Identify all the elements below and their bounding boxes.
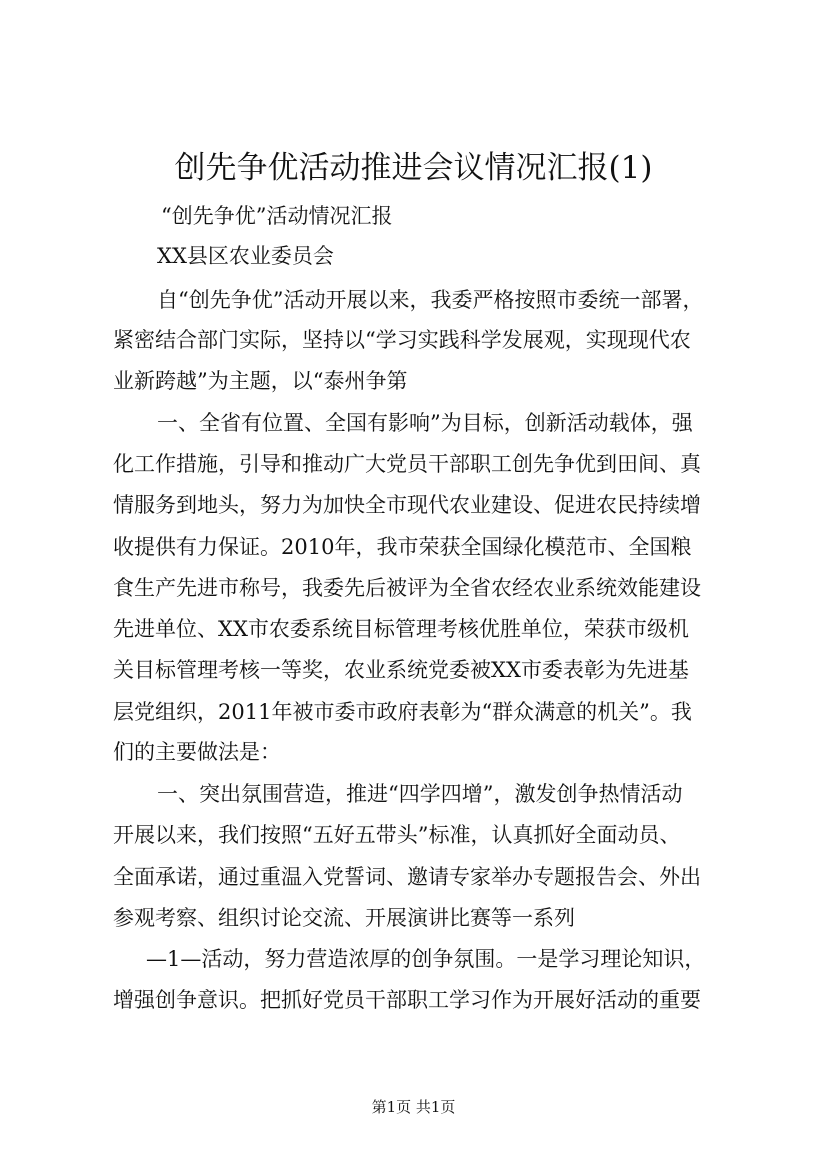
text-line: 一、全省有位置、全国有影响”为目标，创新活动载体，强 [157, 411, 693, 435]
text-line: 自“创先争优”活动开展以来，我委严格按照市委统一部署， [157, 288, 704, 312]
text-line: 增强创争意识。把抓好党员干部职工学习作为开展好活动的重要 [113, 988, 701, 1012]
text-line: 层党组织，2011年被市委市政府表彰为“群众满意的机关”。我 [113, 700, 692, 724]
text-line: 开展以来，我们按照“五好五带头”标准，认真抓好全面动员、 [113, 823, 681, 847]
text-line: 紧密结合部门实际，坚持以“学习实践科学发展观，实现现代农 [113, 328, 691, 352]
text-line: 们的主要做法是： [113, 740, 281, 764]
text-line: 关目标管理考核一等奖，农业系统党委被XX市委表彰为先进基 [113, 658, 689, 682]
page-footer: 第1页 共1页 [371, 1098, 456, 1116]
text-line: “创先争优”活动情况汇报 [161, 204, 393, 228]
text-line: —1—活动，努力营造浓厚的创争氛围。一是学习理论知识， [146, 947, 706, 971]
text-line: XX县区农业委员会 [157, 244, 334, 268]
text-line: 业新跨越”为主题，以“泰州争第 [113, 369, 408, 393]
text-line: 一、突出氛围营造，推进“四学四增”，激发创争热情活动 [157, 782, 683, 806]
text-line: 食生产先进市称号，我委先后被评为全省农经农业系统效能建设 [113, 576, 701, 600]
text-line: 先进单位、XX市农委系统目标管理考核优胜单位，荣获市级机 [113, 617, 689, 641]
text-line: 情服务到地头，努力为加快全市现代农业建设、促进农民持续增 [113, 493, 701, 517]
document-title: 创先争优活动推进会议情况汇报(1) [174, 150, 653, 186]
text-line: 收提供有力保证。2010年，我市荣获全国绿化模范市、全国粮 [113, 535, 692, 559]
text-line: 参观考察、组织讨论交流、开展演讲比赛等一系列 [113, 906, 575, 930]
text-line: 全面承诺，通过重温入党誓词、邀请专家举办专题报告会、外出 [113, 865, 701, 889]
text-line: 化工作措施，引导和推动广大党员干部职工创先争优到田间、真 [113, 452, 701, 476]
